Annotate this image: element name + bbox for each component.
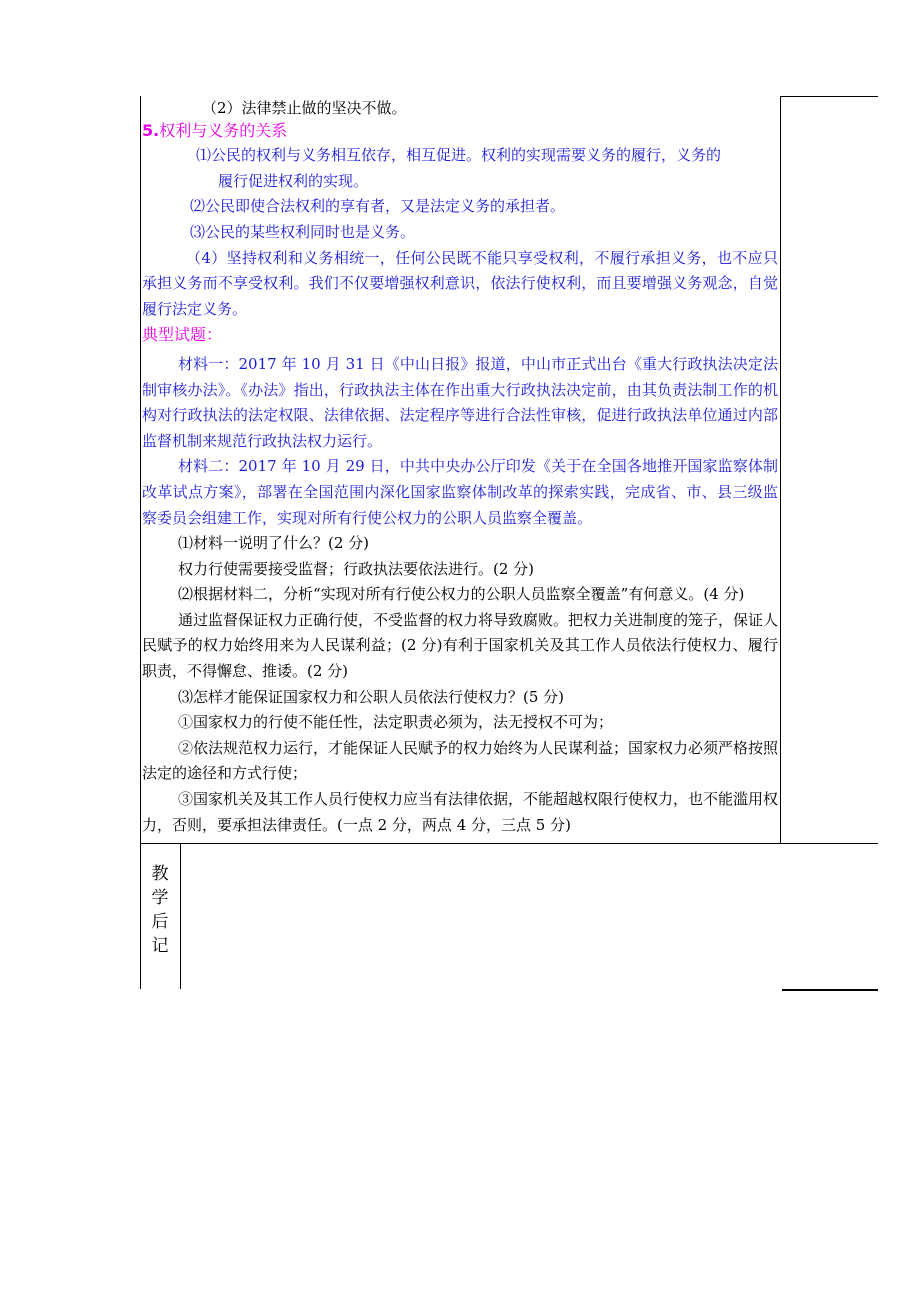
label-char-2: 学 [151,888,169,908]
answer-1: 权力行使需要接受监督；行政执法要依法进行。(2 分) [178,559,535,578]
lesson-content [142,96,778,838]
question-2: ⑵根据材料二，分析“实现对所有行使公权力的公职人员监察全覆盖”有何意义。(4 分) [178,585,745,604]
relation-point-2: ⑵公民即使合法权利的享有者，又是法定义务的承担者。 [190,197,566,216]
row-divider [140,843,878,844]
question-3: ⑶怎样才能保证国家权力和公职人员依法行使权力？(5 分) [178,687,565,706]
relation-point-1-cont: 履行促进权利的实现。 [218,171,369,190]
answer-3-point-3: ③国家机关及其工作人员行使权力应当有法律依据，不能超越权限行使权力，也不能滥用权力，否则，要承担法律责任。(一点 2 分，两点 4 分，三点 5 分) [142,790,779,834]
table-left-border [140,96,141,989]
material-2: 材料二：2017 年 10 月 29 日，中共中央办公厅印发《关于在全国各地推开国家监察体制改革试点方案》，部署在全国范围内深化国家监察体制改革的探索实践，完成省、市、县三级监察委员会组建工作，实现对所有行使公权力的公职人员监察全覆盖。 [142,457,778,527]
label-column-border [180,844,181,989]
label-char-1: 教 [151,864,169,884]
table-top-right-border [780,96,878,97]
label-char-4: 记 [151,936,169,956]
answer-3-point-1: ①国家权力的行使不能任性，法定职责必须为，法无授权不可为； [178,713,614,732]
law-prohibit-line: （2）法律禁止做的坚决不做。 [202,99,407,117]
typical-questions-heading: 典型试题： [142,325,223,345]
label-char-3: 后 [151,912,169,932]
bottom-right-line [782,989,878,991]
answer-2: 通过监督保证权力正确行使，不受监督的权力将导致腐败。把权力关进制度的笼子，保证人民赋予的权力始终用来为人民谋利益；(2 分)有利于国家机关及其工作人员依法行使权力、履行职责，不得懈怠、推诿。(2 分) [142,610,779,681]
relation-point-1: ⑴公民的权利与义务相互依存，相互促进。权利的实现需要义务的履行，义务的 [196,146,722,165]
material-1: 材料一：2017 年 10 月 31 日《中山日报》报道，中山市正式出台《重大行政执法决定法制审核办法》。《办法》指出，行政执法主体在作出重大行政执法决定前，由其负责法制工作的机构对行政执法的法定权限、法律依据、法定程序等进行合法性审核，促进行政执法单位通过内部监督机制来规范行政执法权力运行。 [142,354,778,450]
relation-point-4: （4）坚持权利和义务相统一，任何公民既不能只享受权利，不履行承担义务，也不应只承担义务而不享受权利。我们不仅要增强权利意识，依法行使权利，而且要增强义务观念，自觉履行法定义务。 [142,248,778,318]
table-middle-border [780,96,781,844]
answer-3-point-2: ②依法规范权力运行，才能保证人民赋予的权力始终为人民谋利益；国家权力必须严格按照法定的途径和方式行使； [142,738,779,783]
section-heading [142,118,778,144]
section-number: 5. [142,120,160,140]
relation-point-3: ⑶公民的某些权利同时也是义务。 [190,222,416,241]
section-title: 权利与义务的关系 [159,120,288,140]
question-1: ⑴材料一说明了什么？(2 分) [178,534,370,553]
teaching-notes-label [142,862,178,958]
